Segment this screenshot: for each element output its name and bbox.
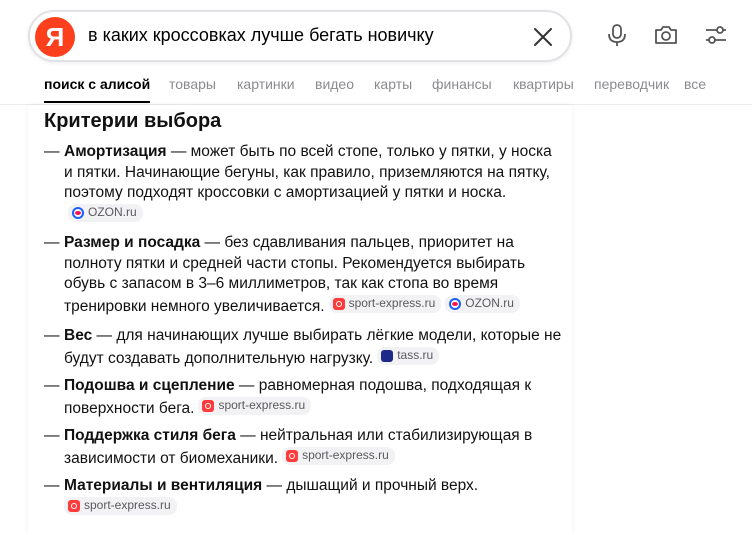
list-dash: — (44, 327, 60, 344)
tab-images[interactable]: картинки (237, 76, 295, 92)
tab-products[interactable]: товары (169, 76, 216, 92)
tab-alice-search[interactable]: поиск с алисой (44, 76, 151, 92)
list-dash: — (44, 377, 60, 394)
list-item-body (64, 426, 564, 469)
criterion-text: — для начинающих лучше выбирать лёгкие модели, которые не будут создавать дополнительную нагрузку. (64, 327, 562, 367)
source-label: sport-express.ru (348, 296, 436, 311)
clear-search-icon[interactable] (530, 24, 556, 50)
criterion-term: Поддержка стиля бега (64, 427, 236, 444)
list-item (44, 142, 564, 226)
source-chip[interactable] (68, 204, 143, 222)
list-item-body (64, 142, 564, 226)
list-item (44, 376, 564, 419)
tab-video[interactable]: видео (315, 76, 354, 92)
list-dash: — (44, 143, 60, 160)
list-item-body (64, 476, 564, 519)
list-dash: — (44, 427, 60, 444)
source-chip[interactable] (282, 447, 395, 465)
ozon-icon (449, 298, 461, 310)
tab-translator[interactable]: переводчик (594, 76, 670, 92)
source-label: OZON.ru (88, 205, 137, 220)
list-item-body (64, 233, 564, 317)
criterion-text: — без сдавливания пальцев, приоритет на полноту пятки и средней части стопы. Рекомендуется выбирать обувь с запасом в 3–6 миллиметров, так как стопа во время тренировки немного увеличивается. (64, 234, 526, 315)
yandex-logo[interactable]: Я (35, 17, 75, 57)
ozon-icon (72, 207, 84, 219)
list-item (44, 326, 564, 369)
tab-maps[interactable]: карты (374, 76, 413, 92)
source-label: sport-express.ru (84, 498, 171, 513)
microphone-icon[interactable] (604, 22, 630, 48)
sport-express-icon (68, 500, 80, 512)
criterion-term: Вес (64, 327, 93, 344)
criterion-text: — нейтральная или стабилизирующая в зависимости от биомеханики. (64, 427, 533, 467)
tab-realty[interactable]: квартиры (513, 76, 574, 92)
sport-express-icon (286, 450, 298, 462)
filters-icon[interactable] (703, 22, 729, 48)
list-item (44, 476, 564, 519)
tab-all[interactable]: все (684, 76, 707, 92)
criterion-term: Подошва и сцепление (64, 377, 235, 394)
criterion-text: — дышащий и прочный верх. (262, 477, 479, 494)
criterion-term: Материалы и вентиляция (64, 477, 263, 494)
sport-express-icon (333, 298, 345, 310)
source-chip[interactable] (377, 347, 439, 365)
sport-express-icon (202, 400, 214, 412)
search-bar (28, 10, 572, 62)
list-item-body (64, 326, 564, 369)
source-chip[interactable] (329, 295, 442, 313)
list-dash: — (44, 477, 60, 494)
source-label: tass.ru (397, 348, 434, 363)
criterion-text: — может быть по всей стопе, только у пятки, у носка и пятки. Начинающие бегуны, как правило, приземляются на пятку, поэтому подходят кроссовки с амортизацией у пятки и носка. (64, 143, 552, 201)
answer-heading: Критерии выбора (44, 110, 222, 132)
tass-icon (381, 350, 393, 362)
criterion-text: — равномерная подошва, подходящая к поверхности бега. (64, 377, 532, 417)
list-dash: — (44, 234, 60, 251)
criterion-term: Амортизация (64, 143, 167, 160)
source-label: sport-express.ru (302, 448, 389, 463)
list-item (44, 233, 564, 317)
source-label: sport-express.ru (218, 398, 306, 413)
criterion-term: Размер и посадка (64, 234, 201, 251)
source-chip[interactable] (198, 397, 311, 415)
camera-search-icon[interactable] (653, 22, 679, 48)
search-input[interactable] (88, 25, 508, 46)
list-item-body (64, 376, 564, 419)
source-chip[interactable] (445, 295, 520, 313)
list-item (44, 426, 564, 469)
tab-finance[interactable]: финансы (432, 76, 492, 92)
source-label: OZON.ru (465, 296, 514, 311)
source-chip[interactable] (64, 497, 177, 515)
